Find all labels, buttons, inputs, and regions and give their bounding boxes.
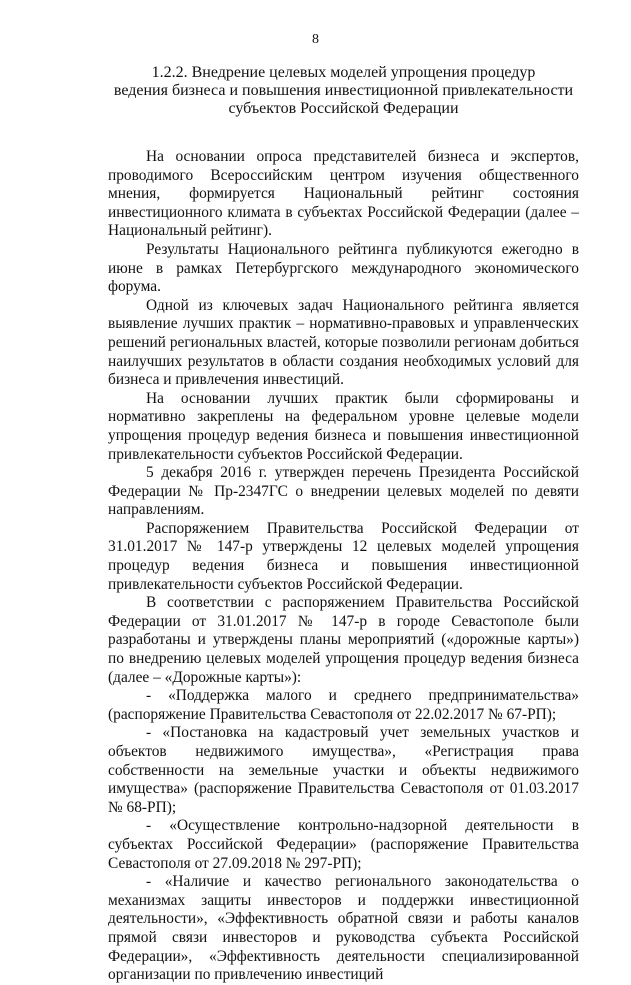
- page-number: 8: [312, 32, 319, 47]
- section-heading-line: ведения бизнеса и повышения инвестиционной привлекательности: [113, 82, 574, 99]
- list-item: - «Осуществление контрольно-надзорной деятельности в субъектах Российской Федерации» (распоряжение Правительства Севастополя от 27.09.2018 № 297-РП);: [108, 817, 579, 872]
- list-item: - «Поддержка малого и среднего предпринимательства» (распоряжение Правительства Севастополя от 22.02.2017 № 67-РП);: [108, 687, 579, 723]
- document-body: [108, 148, 579, 985]
- paragraph: В соответствии с распоряжением Правительства Российской Федерации от 31.01.2017 № 147-р в городе Севастополе были разработаны и утверждены планы мероприятий («дорожные карты») по внедрению целевых моделей упрощения процедур ведения бизнеса (далее – «Дорожные карты»):: [108, 594, 579, 686]
- paragraph: На основании лучших практик были сформированы и нормативно закреплены на федеральном уровне целевые модели упрощения процедур ведения бизнеса и повышения инвестиционной привлекательности субъектов Российской Федерации.: [108, 389, 579, 463]
- paragraph: Распоряжением Правительства Российской Федерации от 31.01.2017 № 147-р утверждены 12 целевых моделей упрощения процедур ведения бизнеса и повышения инвестиционной привлекательности субъектов Российской Федерации.: [108, 519, 579, 593]
- list-item: - «Постановка на кадастровый учет земельных участков и объектов недвижимого имущества», «Регистрация права собственности на земельные участки и объекты недвижимого имущества» (распоряжение Правительства Севастополя от 01.03.2017 № 68-РП);: [108, 724, 579, 816]
- section-heading-line: субъектов Российской Федерации: [228, 100, 459, 117]
- paragraph: На основании опроса представителей бизнеса и экспертов, проводимого Всероссийским центром изучения общественного мнения, формируется Национальный рейтинг состояния инвестиционного климата в субъектах Российской Федерации (далее – Национальный рейтинг).: [108, 148, 579, 240]
- section-heading-line: 1.2.2. Внедрение целевых моделей упрощения процедур: [151, 64, 536, 81]
- list-item: - «Наличие и качество регионального законодательства о механизмах защиты инвесторов и поддержки инвестиционной деятельности», «Эффективность обратной связи и работы каналов прямой связи инвесторов и руководства субъекта Российской Федерации», «Эффективность деятельности специализированной организации по привлечению инвестиций: [108, 873, 579, 984]
- paragraph: Результаты Национального рейтинга публикуются ежегодно в июне в рамках Петербургского международного экономического форума.: [108, 240, 579, 296]
- paragraph: Одной из ключевых задач Национального рейтинга является выявление лучших практик – нормативно-правовых и управленческих решений региональных властей, которые позволили регионам добиться наилучших результатов в области создания необходимых условий для бизнеса и привлечения инвестиций.: [108, 296, 579, 389]
- section-heading: [108, 0, 579, 118]
- paragraph: 5 декабря 2016 г. утвержден перечень Президента Российской Федерации № Пр-2347ГС о внедрении целевых моделей по девяти направлениям.: [108, 464, 579, 519]
